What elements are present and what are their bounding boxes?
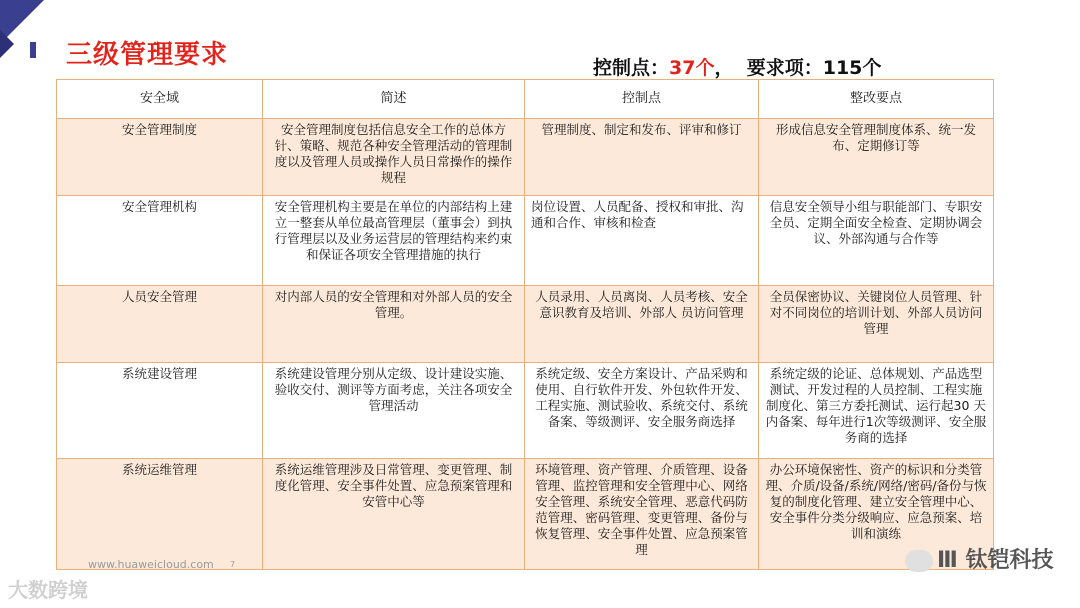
- cell-control-points: 岗位设置、人员配备、授权和审批、沟通和合作、审核和检查: [525, 196, 759, 286]
- cell-domain: 人员安全管理: [57, 286, 263, 363]
- cell-control-points: 人员录用、人员离岗、人员考核、安全意识教育及培训、外部人 员访问管理: [525, 286, 759, 363]
- page-number: 7: [230, 560, 236, 569]
- watermark-left: [8, 574, 88, 603]
- table-row: [57, 286, 994, 363]
- cell-rectification: 形成信息安全管理制度体系、统一发布、定期修订等: [759, 119, 994, 196]
- header-domain: 安全域: [57, 80, 263, 119]
- header-control-points: 控制点: [525, 80, 759, 119]
- cell-rectification: 办公环境保密性、资产的标识和分类管理、介质/设备/系统/网络/密码/备份与恢复的制度化管理、建立安全管理中心、安全事件分类分级响应、应急预案、培训和演练: [759, 459, 994, 570]
- title-marker: [30, 42, 36, 58]
- cell-domain: 系统建设管理: [57, 363, 263, 459]
- cell-description: 安全管理制度包括信息安全工作的总体方针、策略、规范各种安全管理活动的管理制度以及管理人员或操作人员日常操作的操作规程: [263, 119, 525, 196]
- header-rectification: 整改要点: [759, 80, 994, 119]
- cell-rectification: 信息安全领导小组与职能部门、专职安全员、定期全面安全检查、定期协调会议、外部沟通与合作等: [759, 196, 994, 286]
- cell-description: 系统建设管理分别从定级、设计建设实施、验收交付、测评等方面考虑，关注各项安全管理活动: [263, 363, 525, 459]
- table-row: [57, 119, 994, 196]
- cell-domain: 安全管理制度: [57, 119, 263, 196]
- summary-counts: [593, 53, 881, 80]
- cell-domain: 安全管理机构: [57, 196, 263, 286]
- summary-separator: ，: [714, 57, 734, 79]
- cell-control-points: 管理制度、制定和发布、评审和修订: [525, 119, 759, 196]
- require-value: 115个: [822, 57, 882, 79]
- wechat-icon: [905, 550, 933, 572]
- requirements-table: [56, 79, 994, 570]
- footer-url: www.huaweicloud.com: [88, 558, 214, 571]
- table-row: [57, 363, 994, 459]
- page-title: 三级管理要求: [66, 40, 229, 70]
- require-label: 要求项：: [746, 57, 823, 79]
- cell-rectification: 系统定级的论证、总体规划、产品选型测试、开发过程的人员控制、工程实施制度化、第三方委托测试、运行起30 天内备案、每年进行1次等级测评、安全服务商的选择: [759, 363, 994, 459]
- table-row: [57, 196, 994, 286]
- header-description: 简述: [263, 80, 525, 119]
- control-value: 37个: [669, 57, 715, 79]
- watermark-right: [905, 543, 1053, 574]
- watermark-left-text: 大数跨境: [8, 578, 88, 602]
- cell-description: 安全管理机构主要是在单位的内部结构上建立一整套从单位最高管理层（董事会）到执行管理层以及业务运营层的管理结构来约束和保证各项安全管理措施的执行: [263, 196, 525, 286]
- cell-control-points: 环境管理、资产管理、介质管理、设备管理、监控管理和安全管理中心、网络安全管理、系统安全管理、恶意代码防范管理、密码管理、变更管理、备份与恢复管理、安全事件处置、应急预案管理: [525, 459, 759, 570]
- cell-rectification: 全员保密协议、关键岗位人员管理、针对不同岗位的培训计划、外部人员访问管理: [759, 286, 994, 363]
- corner-decoration-arrow: [0, 30, 14, 58]
- watermark-right-text: Ⅲ 钛铠科技: [937, 548, 1054, 573]
- cell-control-points: 系统定级、安全方案设计、产品采购和使用、自行软件开发、外包软件开发、工程实施、测试验收、系统交付、系统备案、等级测评、安全服务商选择: [525, 363, 759, 459]
- cell-description: 系统运维管理涉及日常管理、变更管理、制度化管理、安全事件处置、应急预案管理和安管中心等: [263, 459, 525, 570]
- table-row: [57, 459, 994, 570]
- cell-description: 对内部人员的安全管理和对外部人员的安全管理。: [263, 286, 525, 363]
- cell-domain: 系统运维管理: [57, 459, 263, 570]
- control-label: 控制点：: [593, 57, 670, 79]
- table-header-row: [57, 80, 994, 119]
